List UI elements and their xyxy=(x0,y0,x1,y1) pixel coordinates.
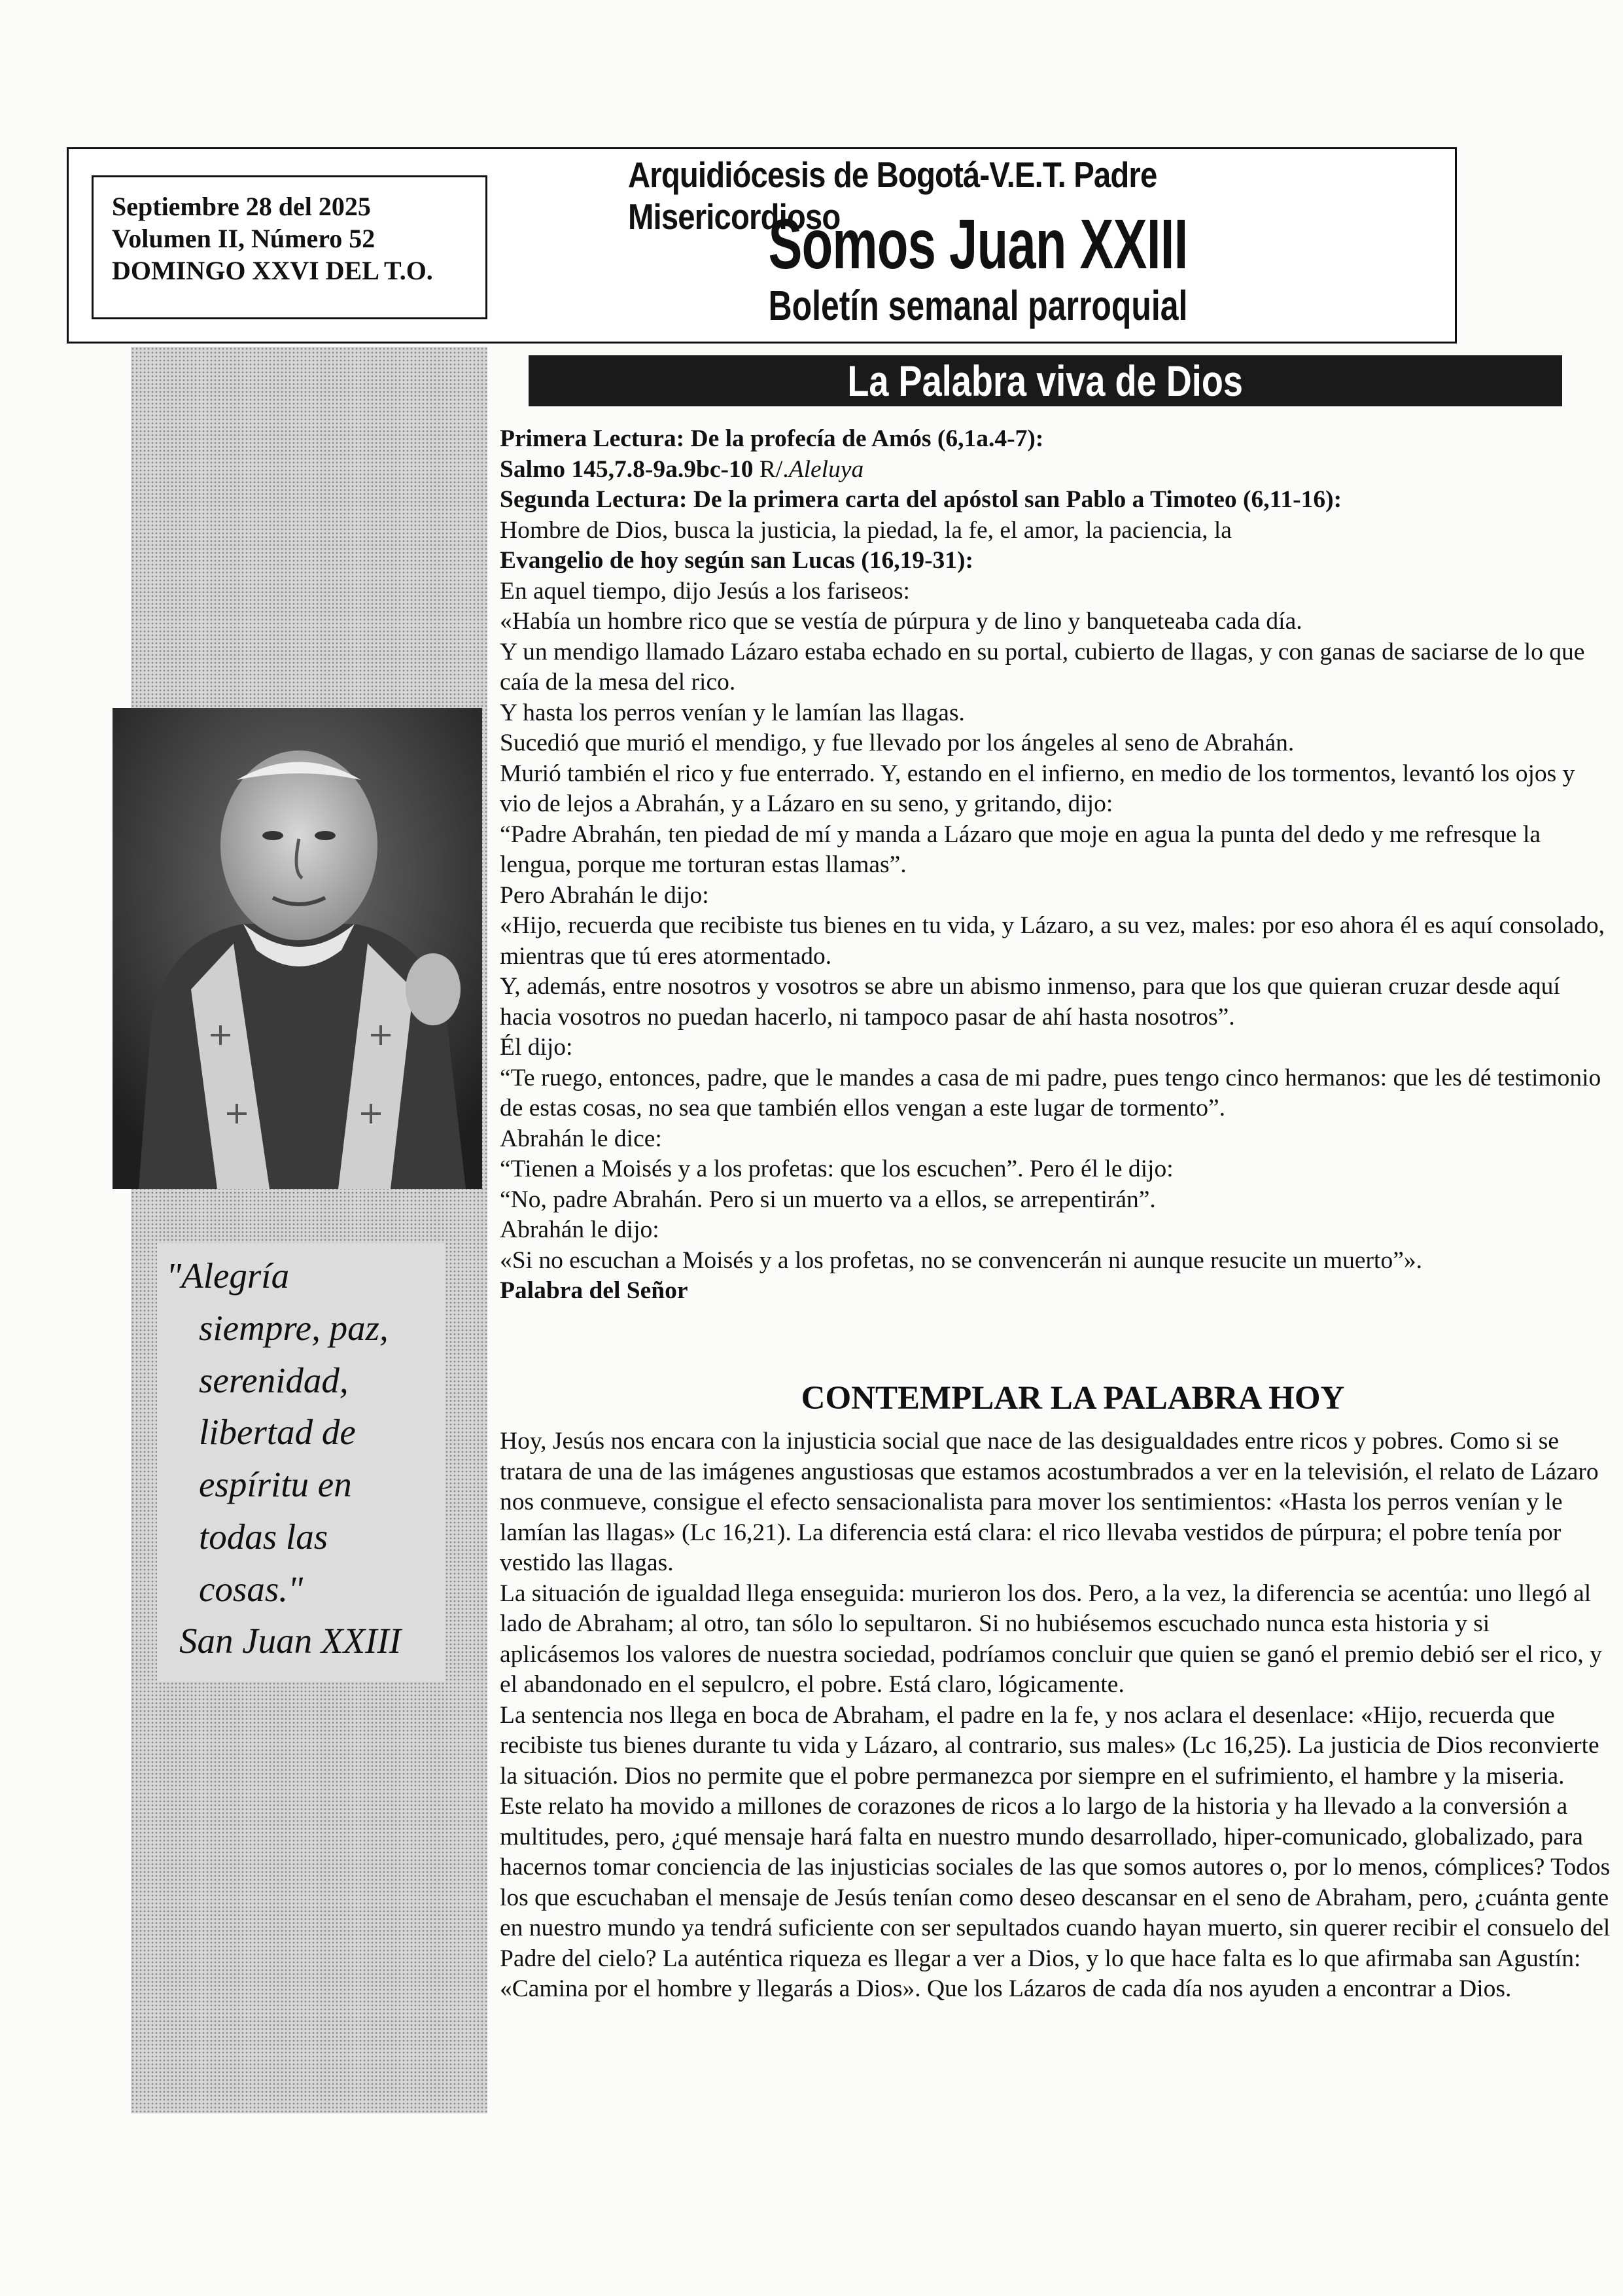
gospel-line: «Había un hombre rico que se vestía de púrpura y de lino y banqueteaba cada día. xyxy=(500,608,1302,635)
masthead-title: Somos Juan XXIII xyxy=(768,204,1188,283)
gospel-line: Y, además, entre nosotros y vosotros se abre un abismo inmenso, para que los que quieran cruzar desde aquí hacia vosotros no puedan hacerlo, ni tampoco pasar de ahí hasta nosotros”. xyxy=(500,973,1560,1031)
gospel-line: Y un mendigo llamado Lázaro estaba echado en su portal, cubierto de llagas, y con ganas de saciarse de lo que caía de la mesa del rico. xyxy=(500,638,1585,696)
psalm-response: Aleluya xyxy=(788,455,864,483)
first-reading-title: Primera Lectura: De la profecía de Amós (6,1a.4-7): xyxy=(500,425,1044,452)
issue-volume: Volumen II, Número 52 xyxy=(112,224,375,254)
pope-portrait-photo xyxy=(113,708,482,1189)
contemplar-heading: CONTEMPLAR LA PALABRA HOY xyxy=(801,1380,1345,1417)
gospel-line: En aquel tiempo, dijo Jesús a los fariseos: xyxy=(500,577,910,605)
gospel-line: Abrahán le dijo: xyxy=(500,1216,659,1243)
gospel-line: Y hasta los perros venían y le lamían las llagas. xyxy=(500,699,965,726)
saint-quote xyxy=(157,1243,445,1682)
psalm-line xyxy=(500,455,1612,486)
quote-line: todas las xyxy=(199,1516,328,1557)
psalm-title: Salmo 145,7.8-9a.9bc-10 xyxy=(500,455,754,483)
gospel-line: “Padre Abrahán, ten piedad de mí y manda a Lázaro que moje en agua la punta del dedo y me refresque la lengua, porque me torturan estas llamas”. xyxy=(500,821,1541,878)
gospel-closing: Palabra del Señor xyxy=(500,1277,688,1304)
left-screen-column xyxy=(131,347,487,2113)
gospel-title: Evangelio de hoy según san Lucas (16,19-31): xyxy=(500,547,974,574)
archdiocese-line: Arquidiócesis de Bogotá-V.E.T. Padre Misericordioso xyxy=(628,154,1157,237)
gospel-line: Él dijo: xyxy=(500,1034,573,1061)
gospel-line: Abrahán le dice: xyxy=(500,1125,662,1152)
gospel-line: Pero Abrahán le dijo: xyxy=(500,881,709,909)
gospel-line: «Si no escuchan a Moisés y a los profetas, no se convencerán ni aunque resucite un muerto”». xyxy=(500,1246,1422,1274)
quote-line: "Alegría xyxy=(166,1256,290,1296)
section-banner-label: La Palabra viva de Dios xyxy=(847,357,1244,405)
quote-author: San Juan XXIII xyxy=(179,1621,402,1661)
gospel-line: “Te ruego, entonces, padre, que le mandes a casa de mi padre, pues tengo cinco hermanos: que les dé testimonio de estas cosas, no sea que también ellos vengan a este lugar de tormento”. xyxy=(500,1064,1601,1122)
second-reading-text: Hombre de Dios, busca la justicia, la piedad, la fe, el amor, la paciencia, la xyxy=(500,516,1232,544)
gospel-line: «Hijo, recuerda que recibiste tus bienes en tu vida, y Lázaro, a su vez, males: por eso ahora él es aquí consolado, mientras que tú eres atormentado. xyxy=(500,912,1605,970)
section-banner xyxy=(529,355,1562,406)
quote-line: serenidad, xyxy=(199,1360,349,1400)
issue-info-box xyxy=(92,175,487,319)
gospel-line: “Tienen a Moisés y a los profetas: que los escuchen”. Pero él le dijo: xyxy=(500,1156,1174,1182)
second-reading-title: Segunda Lectura: De la primera carta del apóstol san Pablo a Timoteo (6,11-16): xyxy=(500,486,1342,513)
reflection-paragraph: La sentencia nos llega en boca de Abraham, el padre en la fe, y nos aclara el desenlace: «Hijo, recuerda que recibiste tus bienes durante tu vida y Lázaro, al contrario, sus males» (Lc 16,25). La justicia de Dios reconvierte la situación. Dios no permite que el pobre permanezca por siempre en el sufrimiento, el hambre y la miseria. xyxy=(500,1701,1599,1790)
issue-sunday: DOMINGO XXVI DEL T.O. xyxy=(112,256,433,286)
issue-date: Septiembre 28 del 2025 xyxy=(112,192,371,221)
gospel-line: Murió también el rico y fue enterrado. Y, estando en el infierno, en medio de los tormentos, levantó los ojos y vio de lejos a Abrahán, y a Lázaro en su seno, y gritando, dijo: xyxy=(500,760,1575,817)
portrait-illustration xyxy=(113,708,482,1189)
masthead-subtitle: Boletín semanal parroquial xyxy=(768,282,1188,329)
quote-line: libertad de xyxy=(199,1412,356,1453)
quote-line: siempre, paz, xyxy=(199,1307,389,1348)
quote-line: cosas." xyxy=(199,1568,304,1609)
reflection-block xyxy=(500,1426,1612,2005)
readings-block xyxy=(500,424,1612,1307)
psalm-response-marker: R/. xyxy=(753,455,789,483)
quote-line: espíritu en xyxy=(199,1464,352,1504)
reflection-paragraph: Hoy, Jesús nos encara con la injusticia social que nace de las desigualdades entre ricos y pobres. Como si se tratara de una de las imágenes angustiosas que estamos acostumbrados a ver en la televisión, el relato de Lázaro nos conmueve, consigue el efecto sensacionalista para mover los sentimientos: «Hasta los perros venían y le lamían las llagas» (Lc 16,21). La diferencia está clara: el rico llevaba vestidos de púrpura; el pobre tenía por vestido las llagas. xyxy=(500,1428,1599,1576)
gospel-line: “No, padre Abrahán. Pero si un muerto va a ellos, se arrepentirán”. xyxy=(500,1186,1156,1213)
gospel-line: Sucedió que murió el mendigo, y fue llevado por los ángeles al seno de Abrahán. xyxy=(500,730,1295,756)
reflection-paragraph: La situación de igualdad llega enseguida: murieron los dos. Pero, a la vez, la diferencia se acentúa: uno llegó al lado de Abraham; al otro, tan sólo lo sepultaron. Si no hubiésemos escuchado nunca esta historia y si aplicásemos los valores de nuestra sociedad, podríamos concluir que quien se ganó el premio debió ser el rico, y el abandonado en el sepulcro, el pobre. Está claro, lógicamente. xyxy=(500,1580,1602,1698)
reflection-paragraph: Este relato ha movido a millones de corazones de ricos a lo largo de la historia y ha llevado a la conversión a multitudes, pero, ¿qué mensaje hará falta en nuestro mundo desarrollado, hiper-comunicado, globalizado, para hacernos tomar conciencia de las injusticias sociales de las que somos autores o, por lo menos, cómplices? Todos los que escuchaban el mensaje de Jesús tenían como deseo descansar en el seno de Abraham, pero, ¿cuánta gente en nuestro mundo ya tendrá suficiente con ser sepultados cuando hayan muerto, sin querer recibir el consuelo del Padre del cielo? La auténtica riqueza es llegar a ver a Dios, y lo que hace falta es lo que afirmaba san Agustín: «Camina por el hombre y llegarás a Dios». Que los Lázaros de cada día nos ayuden a encontrar a Dios. xyxy=(500,1793,1611,2002)
